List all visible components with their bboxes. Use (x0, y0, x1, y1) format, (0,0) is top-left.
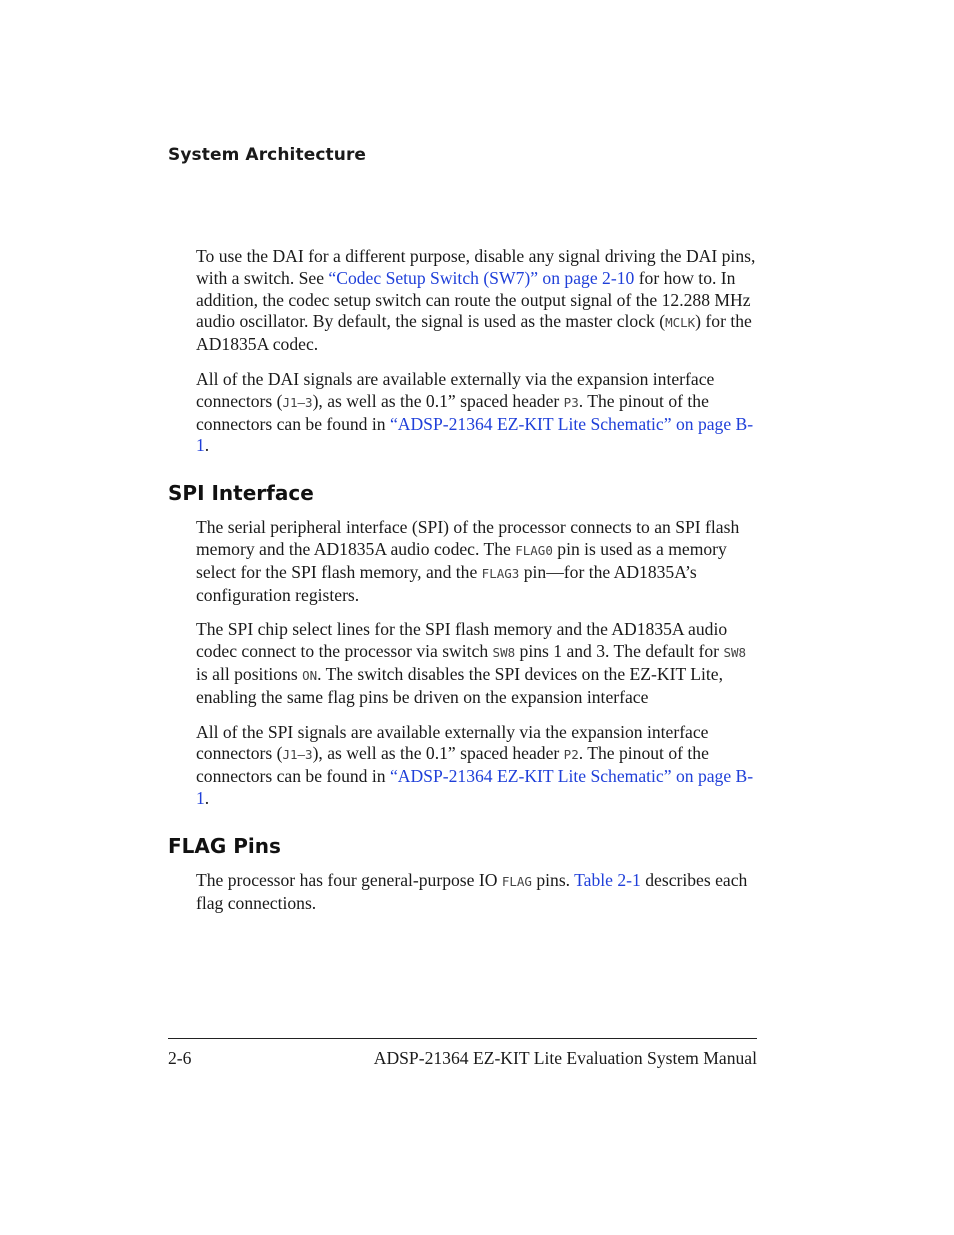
code-mclk: MCLK (665, 315, 696, 331)
code-flag0: FLAG0 (515, 542, 553, 558)
text: for how to. In addition, the codec setup switch can route the output signal of the 12.288 MHz audio oscillator. By default, the signal is used as the master clock ( (196, 267, 751, 332)
text: The SPI chip select lines for the SPI flash memory and the AD1835A audio codec connect to the processor via switch (196, 619, 728, 662)
running-head: System Architecture (168, 145, 367, 165)
paragraph-dai-purpose (196, 246, 760, 356)
text: All of the SPI signals are available externally via the expansion interface connectors ( (196, 721, 709, 764)
text: ) for the AD1835A codec. (196, 311, 752, 355)
code-flag: FLAG (501, 873, 532, 889)
footer-manual-title: ADSP-21364 EZ-KIT Lite Evaluation System Manual (373, 1048, 757, 1068)
link-schematic[interactable]: “ADSP-21364 EZ-KIT Lite Schematic” on page B-1 (196, 413, 754, 456)
page-content (168, 246, 760, 927)
code-p2: P2 (563, 747, 579, 763)
text: pins 1 and 3. The default for (515, 641, 724, 662)
paragraph-dai-signals (196, 369, 760, 457)
paragraph-spi-signals (196, 722, 760, 810)
code-sw8: SW8 (492, 645, 516, 661)
code-j1-3: J1–3 (282, 394, 313, 410)
heading-flag-pins: FLAG Pins (168, 833, 281, 858)
text: The serial peripheral interface (SPI) of the processor connects to an SPI flash memory and the AD1835A audio codec. The (196, 517, 740, 559)
text: All of the DAI signals are available externally via the expansion interface connectors ( (196, 368, 715, 411)
heading-spi-interface: SPI Interface (168, 481, 314, 506)
code-p3: P3 (563, 394, 579, 410)
code-flag3: FLAG3 (481, 565, 520, 581)
text: ), as well as the 0.1” spaced header (312, 390, 564, 411)
code-j1-3: J1–3 (282, 747, 313, 763)
code-sw8: SW8 (723, 645, 747, 661)
text: . The pinout of the connectors can be found in (196, 743, 709, 787)
text: pins. (531, 869, 575, 890)
text: . The pinout of the connectors can be found in (196, 390, 709, 434)
footer-page-number: 2-6 (168, 1048, 192, 1068)
link-schematic[interactable]: “ADSP-21364 EZ-KIT Lite Schematic” on page B-1 (196, 766, 754, 808)
paragraph-flag-pins (196, 870, 760, 915)
text: To use the DAI for a different purpose, disable any signal driving the DAI pins, with a switch. See (196, 246, 756, 288)
text: ), as well as the 0.1” spaced header (312, 743, 564, 764)
text: . (204, 435, 210, 456)
text: pin is used as a memory select for the SPI flash memory, and the (196, 538, 727, 582)
text: The processor has four general-purpose IO (196, 869, 502, 890)
paragraph-spi-intro (196, 517, 760, 606)
paragraph-spi-chip-select (196, 619, 760, 708)
text: describes each flag connections. (196, 869, 748, 913)
text: . (204, 787, 210, 808)
footer-rule (168, 1038, 757, 1039)
text: . The switch disables the SPI devices on the EZ-KIT Lite, enabling the same flag pins be driven on the expansion interface (196, 663, 724, 707)
code-on: ON (302, 667, 318, 683)
link-table-2-1[interactable]: Table 2-1 (574, 869, 641, 890)
text: pin—for the AD1835A’s configuration registers. (196, 561, 697, 605)
link-codec-setup-switch[interactable]: “Codec Setup Switch (SW7)” on page 2-10 (328, 267, 635, 288)
text: is all positions (196, 663, 303, 684)
